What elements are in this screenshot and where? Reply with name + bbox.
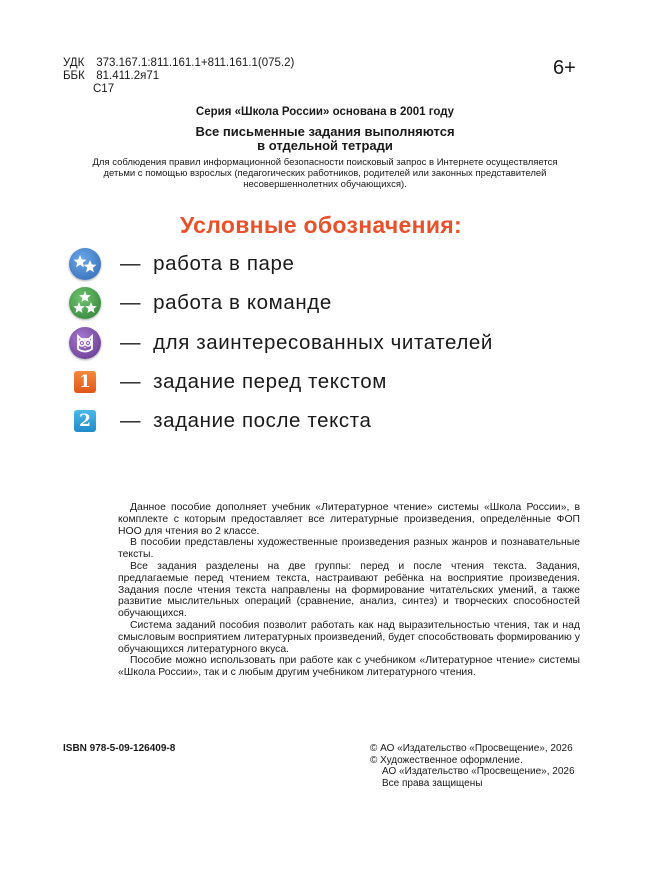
bbk-value: 81.411.2я71 — [96, 70, 160, 82]
legend-text: — задание после текста — [120, 409, 372, 432]
safety-line-2: детьми с помощью взрослых (педагогических работников, родителей или законных представителей — [103, 168, 547, 179]
paragraph: Все задания разделены на две группы: перед и после чтения текста. Задания, предлагаемые перед чтением текста, настраивают ребёнка на восприятие произведения. Задания после чтения текста направлены на формирование читательских умений, а также развитие мыслительных операций (сравнение, анализ, синтез) и творческих способностей обучающихся. — [118, 560, 580, 620]
notice-line-1: Все письменные задания выполняются — [195, 124, 455, 139]
legend-item-team-work — [68, 285, 332, 321]
legend-item-after-text — [68, 403, 372, 439]
paragraph: Данное пособие дополняет учебник «Литературное чтение» системы «Школа России», в комплекте с которым предоставляет все литературные произведения, определённые ФОП НОО для чтения во 2 классе. — [118, 502, 580, 537]
legend-text: — работа в паре — [120, 252, 295, 275]
author-code: С17 — [93, 83, 115, 95]
legend-item-interested-readers — [68, 325, 493, 361]
paragraph: В пособии представлены художественные произведения разных жанров и познавательные тексты. — [118, 537, 580, 561]
safety-line-3: несовершеннолетних обучающихся). — [243, 179, 407, 190]
number-1-icon: 1 — [68, 365, 102, 399]
paragraph: Пособие можно использовать при работе как с учебником «Литературное чтение» системы «Школа России», так и с любым другим учебником литературного чтения. — [118, 655, 580, 679]
age-rating: 6+ — [553, 57, 576, 79]
safety-notice — [65, 157, 585, 190]
bbk-line — [63, 70, 159, 83]
series-line: Серия «Школа России» основана в 2001 году — [195, 106, 455, 118]
isbn: ISBN 978-5-09-126409-8 — [63, 743, 176, 754]
description-text — [118, 502, 580, 679]
three-stars-icon — [68, 286, 102, 320]
legend-text: — работа в команде — [120, 291, 332, 314]
legend-text: — для заинтересованных читателей — [120, 331, 493, 354]
udk-label: УДК — [63, 57, 85, 69]
paragraph: Система заданий пособия позволит работать как над выразительностью чтения, так и над смысловым восприятием литературных произведений, будет способствовать формированию у обучающихся литературного вкуса. — [118, 619, 580, 655]
safety-line-1: Для соблюдения правил информационной безопасности поисковый запрос в Интернете осуществляется — [92, 157, 558, 168]
owl-icon — [68, 326, 102, 360]
legend-text: — задание перед текстом — [120, 370, 387, 393]
two-stars-icon — [68, 247, 102, 281]
legend-item-before-text — [68, 364, 387, 400]
bbk-label: ББК — [63, 70, 85, 82]
copyright-block — [370, 743, 575, 789]
copyright-line-2: © Художественное оформление. — [370, 754, 523, 766]
udk-value: 373.167.1:811.161.1+811.161.1(075.2) — [96, 57, 295, 69]
copyright-line-3: АО «Издательство «Просвещение», 2026 — [382, 766, 575, 778]
legend-item-pair-work — [68, 246, 295, 282]
notice-line-2: в отдельной тетради — [257, 138, 393, 153]
legend-title: Условные обозначения: — [180, 212, 462, 238]
copyright-line-1: © АО «Издательство «Просвещение», 2026 — [370, 743, 573, 754]
number-2-icon: 2 — [68, 404, 102, 438]
udk-line — [63, 57, 294, 70]
copyright-line-4: Все права защищены — [382, 777, 483, 789]
